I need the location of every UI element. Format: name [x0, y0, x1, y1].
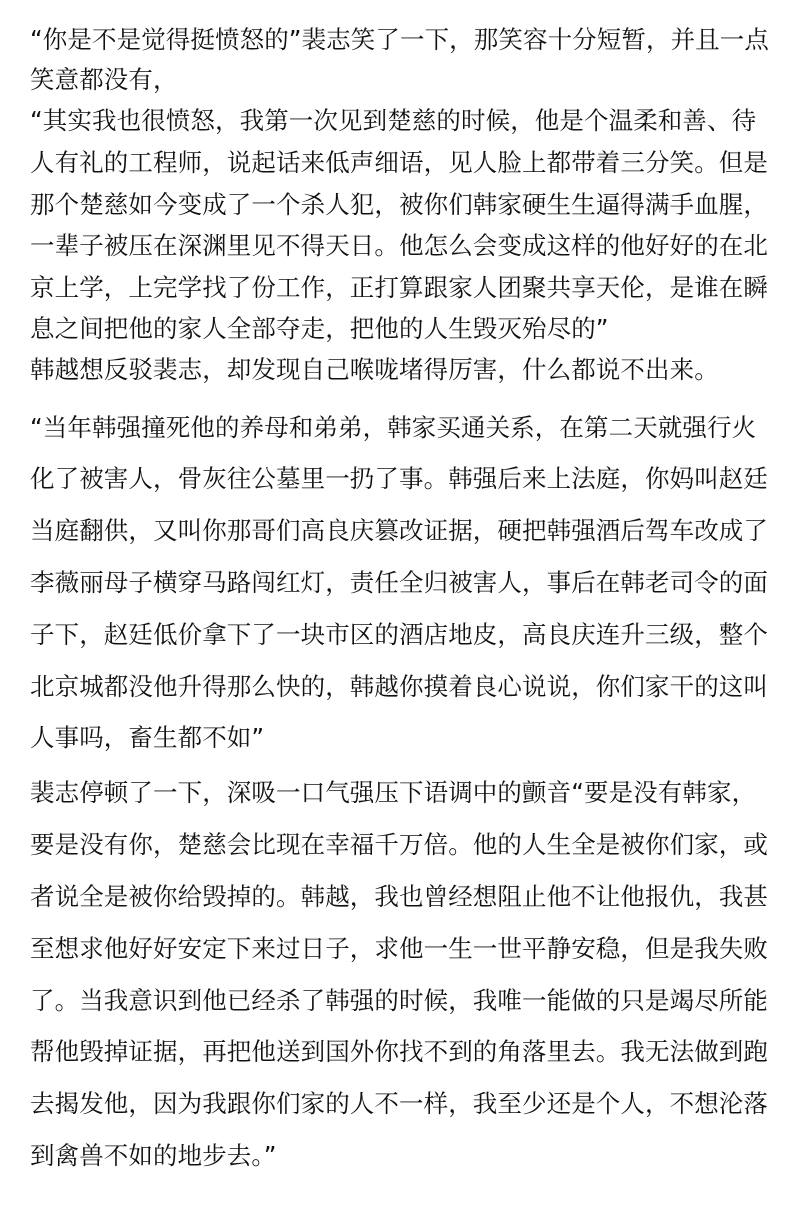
text-line: 人有礼的工程师，说起话来低声细语，见人脸上都带着三分笑。但是	[30, 148, 768, 177]
text-line: “你是不是觉得挺愤怒的”裴志笑了一下，那笑容十分短暂，并且一点	[30, 25, 769, 54]
text-line: “其实我也很愤怒，我第一次见到楚慈的时候，他是个温柔和善、待	[30, 106, 757, 135]
text-line: 李薇丽母子横穿马路闯红灯，责任全归被害人，事后在韩老司令的面	[30, 568, 768, 597]
text-line: 息之间把他的家人全部夺走，把他的人生毁灭殆尽的”	[30, 314, 609, 343]
text-line: 裴志停顿了一下，深吸一口气强压下语调中的颤音“要是没有韩家，	[30, 778, 757, 807]
text-line: 北京城都没他升得那么快的，韩越你摸着良心说说，你们家干的这叫	[30, 672, 768, 701]
text-line: 当庭翻供，又叫你那哥们高良庆篡改证据，硬把韩强酒后驾车改成了	[30, 516, 768, 545]
text-line: 者说全是被你给毁掉的。韩越，我也曾经想阻止他不让他报仇，我甚	[30, 882, 768, 911]
text-line: 了。当我意识到他已经杀了韩强的时候，我唯一能做的只是竭尽所能	[30, 986, 768, 1015]
text-line: 那个楚慈如今变成了一个杀人犯，被你们韩家硬生生逼得满手血腥，	[30, 190, 768, 219]
text-line: 笑意都没有，	[30, 65, 178, 94]
text-line: 韩越想反驳裴志，却发现自己喉咙堵得厉害，什么都说不出来。	[30, 355, 719, 384]
text-line: 帮他毁掉证据，再把他送到国外你找不到的角落里去。我无法做到跑	[30, 1037, 768, 1066]
text-line: 要是没有你，楚慈会比现在幸福千万倍。他的人生全是被你们家，或	[30, 830, 768, 859]
text-line: 人事吗，畜生都不如”	[30, 723, 265, 752]
text-line: 到禽兽不如的地步去。”	[30, 1141, 277, 1170]
text-line: 子下，赵廷低价拿下了一块市区的酒店地皮，高良庆连升三级，整个	[30, 620, 768, 649]
text-line: 化了被害人，骨灰往公墓里一扔了事。韩强后来上法庭，你妈叫赵廷	[30, 464, 768, 493]
text-line: 至想求他好好安定下来过日子，求他一生一世平静安稳，但是我失败	[30, 934, 768, 963]
text-line: “当年韩强撞死他的养母和弟弟，韩家买通关系，在第二天就强行火	[30, 413, 757, 442]
text-line: 京上学，上完学找了份工作，正打算跟家人团聚共享天伦，是谁在瞬	[30, 273, 768, 302]
text-line: 去揭发他，因为我跟你们家的人不一样，我至少还是个人，不想沦落	[30, 1089, 768, 1118]
text-line: 一辈子被压在深渊里见不得天日。他怎么会变成这样的他好好的在北	[30, 231, 768, 260]
